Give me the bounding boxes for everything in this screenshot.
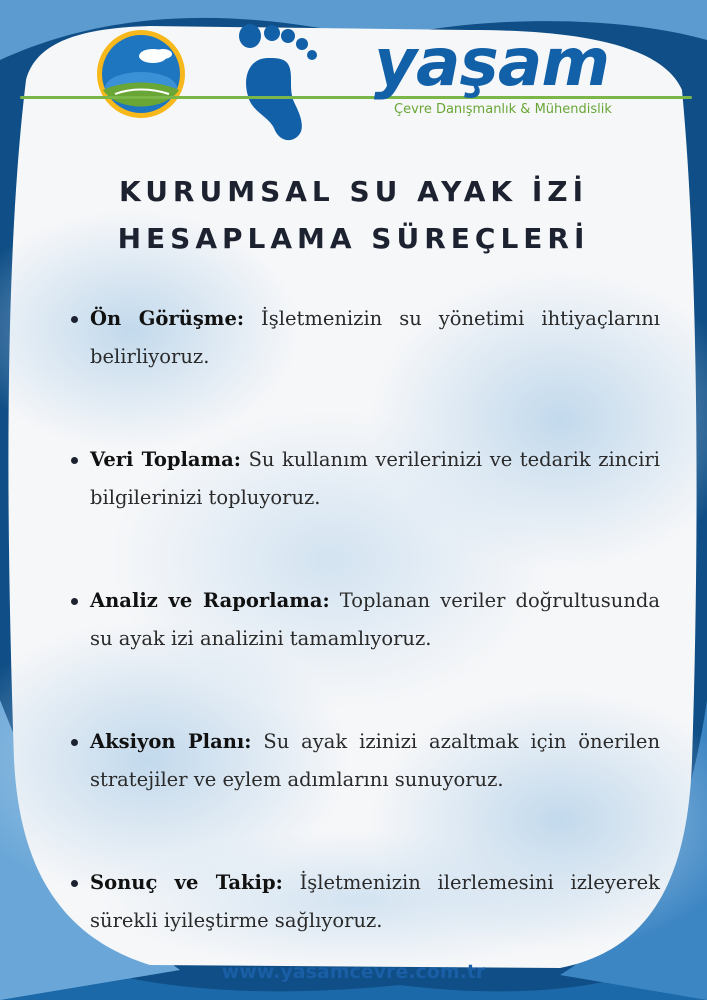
process-step-sonuc-takip bbox=[68, 864, 660, 940]
process-step-veri-toplama bbox=[68, 441, 660, 517]
process-step-aksiyon-plani bbox=[68, 723, 660, 799]
step-text: İşletmenizin ilerlemesini izleyerek sürekli iyileştirme sağlıyoruz. bbox=[90, 871, 660, 932]
step-text: Toplanan veriler doğrultusunda su ayak izi analizini tamamlıyoruz. bbox=[90, 589, 660, 650]
website-link[interactable]: www.yasamcevre.com.tr bbox=[221, 961, 486, 983]
process-step-analiz-raporlama bbox=[68, 582, 660, 658]
page-title-line-2: HESAPLAMA SÜREÇLERİ bbox=[117, 222, 590, 255]
step-text: Su ayak izinizi azaltmak için önerilen stratejiler ve eylem adımlarını sunuyoruz. bbox=[90, 730, 660, 791]
step-term: Sonuç ve Takip: bbox=[90, 871, 283, 894]
footprint-logo-icon bbox=[228, 24, 328, 146]
step-text: Su kullanım verilerinizi ve tedarik zinciri bilgilerinizi topluyoruz. bbox=[90, 448, 661, 509]
step-term: Ön Görüşme: bbox=[90, 307, 245, 330]
page-title bbox=[60, 168, 647, 262]
step-term: Analiz ve Raporlama: bbox=[90, 589, 330, 612]
brand-tagline: Çevre Danışmanlık & Mühendislik bbox=[394, 102, 612, 117]
sun-leaf-logo-icon bbox=[95, 28, 187, 120]
page-title-line-1: KURUMSAL SU AYAK İZİ bbox=[118, 175, 589, 208]
step-text: İşletmenizin su yönetimi ihtiyaçlarını belirliyoruz. bbox=[90, 307, 660, 368]
brand-block bbox=[374, 24, 674, 117]
step-term: Aksiyon Planı: bbox=[90, 730, 252, 753]
process-step-on-gorusme bbox=[68, 300, 660, 376]
step-term: Veri Toplama: bbox=[90, 448, 242, 471]
process-steps-list bbox=[68, 300, 660, 1000]
brand-name: yaşam bbox=[374, 24, 610, 101]
